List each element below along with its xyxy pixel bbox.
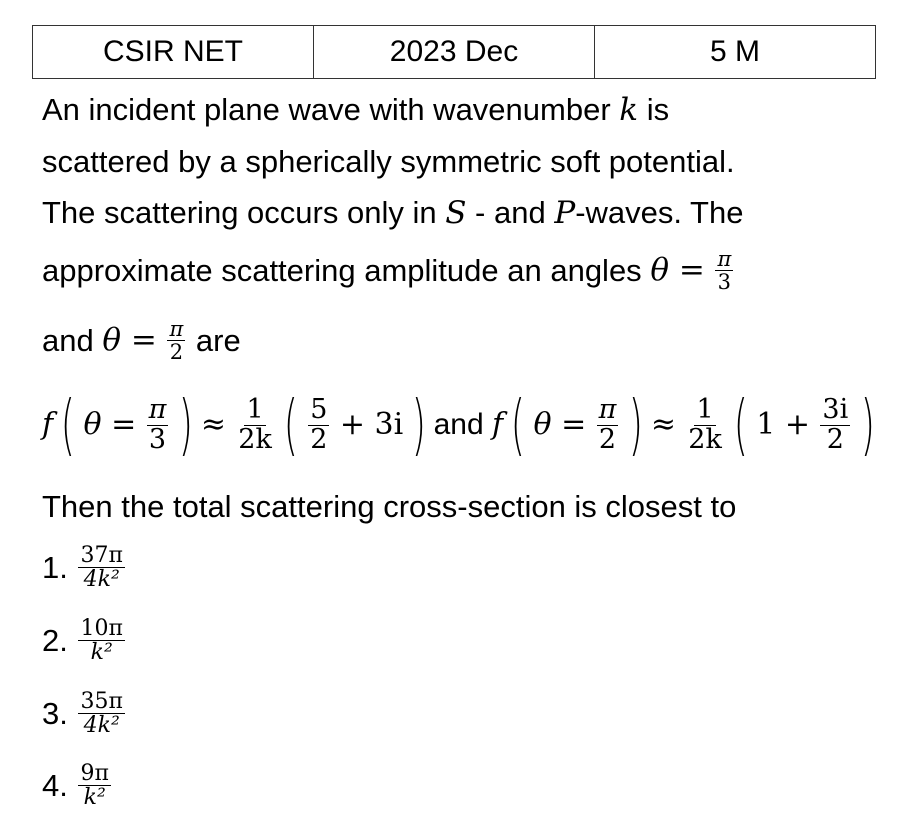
math-theta-eq-2: θ = [102, 322, 157, 359]
right-paren-4: ) [860, 386, 875, 463]
approx-sign-2: ≈ [650, 407, 676, 442]
option-4-label: 4. [42, 767, 68, 803]
option-3-fraction: $\frac{35\pi}{\text{4k²}}$ [80, 689, 123, 739]
option-1-label: 1. [42, 549, 68, 585]
fraction-1-over-2k-2: $\frac{1}{2k}$ [688, 394, 722, 455]
math-P: P [554, 195, 576, 231]
fraction-1-over-2k-1: $\frac{1}{2k}$ [238, 394, 272, 455]
left-paren-1: ( [61, 386, 76, 463]
fraction-5-over-2: $\frac{5}{2}$ [310, 394, 328, 455]
fraction-pi-over-2-eq: $\frac{\pi}{2}$ [598, 394, 617, 455]
plus-3i: + 3i [339, 407, 404, 442]
fraction-3i-over-2: $\frac{3i}{2}$ [822, 394, 849, 455]
option-2-fraction: $\frac{10\pi}{\text{k²}}$ [80, 616, 123, 666]
amplitude-equations: f ( θ = $\frac{\pi}{3}$ ) ≈ $\frac{1}{2k}$ ( $\frac{5}{2}$ + 3i ) and f ( θ = $\frac{\pi}{2}$ ) ≈ $\frac{1}{2k}$ ( 1 + $\frac{3i}{2}$ ) [42, 386, 875, 463]
approx-sign-1: ≈ [200, 407, 226, 442]
option-2-label: 2. [42, 622, 68, 658]
fraction-pi-over-2: $\frac{\pi}{2}$ [169, 317, 184, 365]
math-theta-eq-3: θ = [83, 407, 137, 442]
exam-name-cell: CSIR NET [33, 26, 314, 79]
math-S: S [445, 195, 467, 231]
fraction-pi-over-3: $\frac{\pi}{3}$ [717, 247, 732, 295]
exam-session-cell: 2023 Dec [314, 26, 595, 79]
math-theta-eq-4: θ = [533, 407, 587, 442]
math-k: k [619, 92, 639, 128]
left-paren-2: ( [283, 386, 299, 463]
question-line-2: scattered by a spherically symmetric soft potential. [42, 144, 735, 179]
left-paren-4: ( [733, 386, 749, 463]
math-f-2: f [492, 407, 504, 442]
option-4-fraction: $\frac{9\pi}{\text{k²}}$ [80, 761, 109, 811]
option-3-label: 3. [42, 695, 68, 731]
option-1[interactable] [42, 544, 127, 591]
right-paren-1: ) [178, 386, 193, 463]
right-paren-2: ) [411, 386, 426, 463]
question-line-7: Then the total scattering cross-section is closest to [42, 489, 737, 524]
option-2[interactable] [42, 617, 127, 664]
left-paren-3: ( [511, 386, 526, 463]
math-theta-eq: θ = [650, 252, 705, 289]
question-line-1: An incident plane wave with wavenumber k is [42, 92, 670, 128]
option-4[interactable] [42, 762, 113, 809]
question-line-5: and θ = $\frac{\pi}{2}$ are [42, 317, 241, 365]
option-3[interactable] [42, 690, 127, 737]
question-line-4: approximate scattering amplitude an angles θ = $\frac{\pi}{3}$ [42, 247, 732, 295]
option-1-fraction: $\frac{37\pi}{\text{4k²}}$ [80, 543, 123, 593]
right-paren-3: ) [628, 386, 643, 463]
math-f-1: f [42, 407, 54, 442]
marks-cell: 5 M [595, 26, 876, 79]
question-line-3: The scattering occurs only in S - and P-waves. The [42, 195, 744, 231]
one-plus: 1 + [756, 407, 811, 442]
fraction-pi-over-3-eq: $\frac{\pi}{3}$ [148, 394, 167, 455]
header-table [32, 25, 876, 79]
